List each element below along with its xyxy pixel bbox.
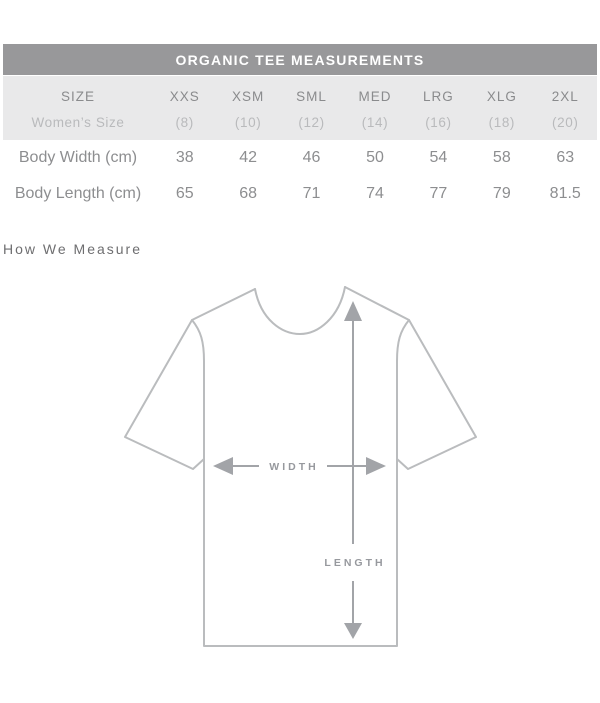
body-length-value: 65: [175, 185, 194, 202]
womens-size-value: (12): [298, 114, 325, 130]
width-arrow: [213, 457, 386, 475]
womens-size-value: (16): [425, 114, 452, 130]
womens-size-value: (10): [234, 114, 262, 130]
body-length-value: 68: [239, 185, 258, 202]
body-width-label: Body Width (cm): [18, 149, 138, 166]
length-arrowhead-down-icon: [344, 623, 362, 639]
size-col-xlg: XLG: [486, 88, 517, 104]
womens-size-row: [3, 109, 597, 135]
size-chart-title: ORGANIC TEE MEASUREMENTS: [175, 51, 425, 68]
size-col-xsm: XSM: [232, 88, 265, 104]
width-arrowhead-right-icon: [366, 457, 386, 475]
size-header-label: SIZE: [60, 88, 95, 104]
body-length-value: 74: [366, 185, 384, 202]
tshirt-left-armhole-seam: [192, 320, 204, 459]
body-length-value: 71: [302, 185, 321, 202]
body-width-value: 63: [556, 149, 575, 166]
tshirt-right-armhole-seam: [397, 320, 409, 459]
body-width-row: [3, 140, 597, 176]
womens-size-value: (14): [361, 114, 389, 130]
tshirt-neckline: [255, 287, 345, 334]
body-width-value: 58: [492, 149, 511, 166]
womens-size-value: (8): [175, 114, 194, 130]
body-width-value: 46: [302, 149, 321, 166]
size-col-sml: SML: [296, 88, 327, 104]
body-width-value: 50: [366, 149, 384, 166]
womens-size-value: (20): [552, 114, 579, 130]
body-width-value: 42: [239, 149, 258, 166]
length-arrowhead-up-icon: [344, 301, 362, 321]
size-chart: [3, 44, 597, 212]
body-width-value: 54: [429, 149, 448, 166]
size-col-2xl: 2XL: [551, 88, 579, 104]
size-col-xxs: XXS: [169, 88, 200, 104]
body-length-label: Body Length (cm): [14, 185, 142, 202]
womens-size-value: (18): [488, 114, 516, 130]
size-col-lrg: LRG: [423, 88, 454, 104]
womens-size-label: Women’s Size: [31, 114, 125, 130]
how-we-measure-heading: How We Measure: [3, 241, 143, 257]
body-length-row: [3, 176, 597, 212]
body-width-value: 38: [175, 149, 194, 166]
size-chart-header-block: [3, 76, 597, 140]
body-length-value: 77: [429, 185, 448, 202]
width-label: WIDTH: [269, 460, 319, 473]
size-col-med: MED: [358, 88, 392, 104]
tshirt-measurement-diagram: [0, 266, 600, 655]
size-header-row: [3, 83, 597, 109]
length-label: LENGTH: [324, 556, 386, 569]
width-arrowhead-left-icon: [213, 457, 233, 475]
body-length-value: 81.5: [549, 185, 581, 202]
size-chart-title-bar: [3, 44, 597, 75]
body-length-value: 79: [492, 185, 511, 202]
